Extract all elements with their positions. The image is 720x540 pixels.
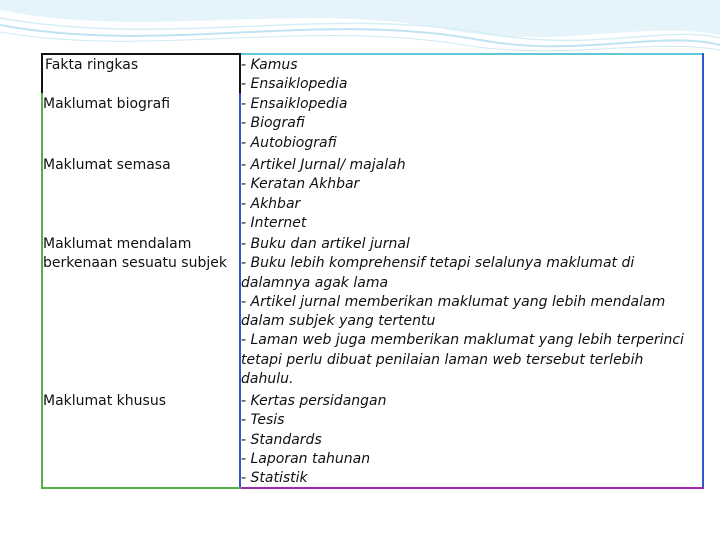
source-item: - Ensaiklopedia [241,96,348,112]
decorative-wave-background [0,0,720,60]
source-item: - Buku lebih komprehensif tetapi selalunya maklumat di [241,255,635,272]
row-type-line: berkenaan sesuatu subjek [43,255,227,272]
source-item: tetapi perlu dibuat penilaian laman web tersebut terlebih [241,351,644,368]
row-type-maklumat-biografi: Maklumat biografi [43,96,171,112]
row-type-fakta-ringkas: Fakta ringkas [45,57,139,73]
source-item: - Internet [241,214,307,231]
source-item: - Keratan Akhbar [241,176,360,193]
table-border-top-right [241,53,704,55]
source-item: - Ensaiklopedia [241,76,348,93]
row-type-maklumat-khusus: Maklumat khusus [43,393,166,409]
table-border-bottom-left [41,487,241,489]
table-border-top-left [41,53,241,55]
source-item: - Laporan tahunan [241,450,371,467]
row-sources-maklumat-mendalam [241,235,701,389]
source-item: - Tesis [241,412,285,429]
row-sources-fakta-ringkas [241,56,701,95]
source-item: - Kamus [241,57,298,73]
source-item: - Laman web juga memberikan maklumat yang lebih terperinci [241,332,684,349]
row-sources-maklumat-semasa [241,156,701,233]
source-item: - Kertas persidangan [241,393,387,409]
source-item: - Autobiografi [241,134,337,151]
source-item: dalamnya agak lama [241,274,389,291]
source-item: dahulu. [241,371,294,388]
source-item: - Artikel Jurnal/ majalah [241,157,406,173]
table-border-left-top [41,53,43,93]
source-item: - Biografi [241,115,305,132]
row-sources-maklumat-khusus [241,392,701,488]
information-sources-table [41,53,704,489]
row-sources-maklumat-biografi [241,95,701,153]
row-type-maklumat-semasa: Maklumat semasa [43,157,171,173]
source-item: - Standards [241,431,322,448]
source-item: - Artikel jurnal memberikan maklumat yang lebih mendalam [241,293,666,310]
table-border-right [702,53,704,489]
source-item: - Akhbar [241,195,301,212]
source-item: dalam subjek yang tertentu [241,313,436,330]
source-item: - Statistik [241,470,308,487]
source-item: - Buku dan artikel jurnal [241,236,410,252]
row-type-maklumat-mendalam [43,235,241,274]
row-type-line: Maklumat mendalam [43,236,192,252]
